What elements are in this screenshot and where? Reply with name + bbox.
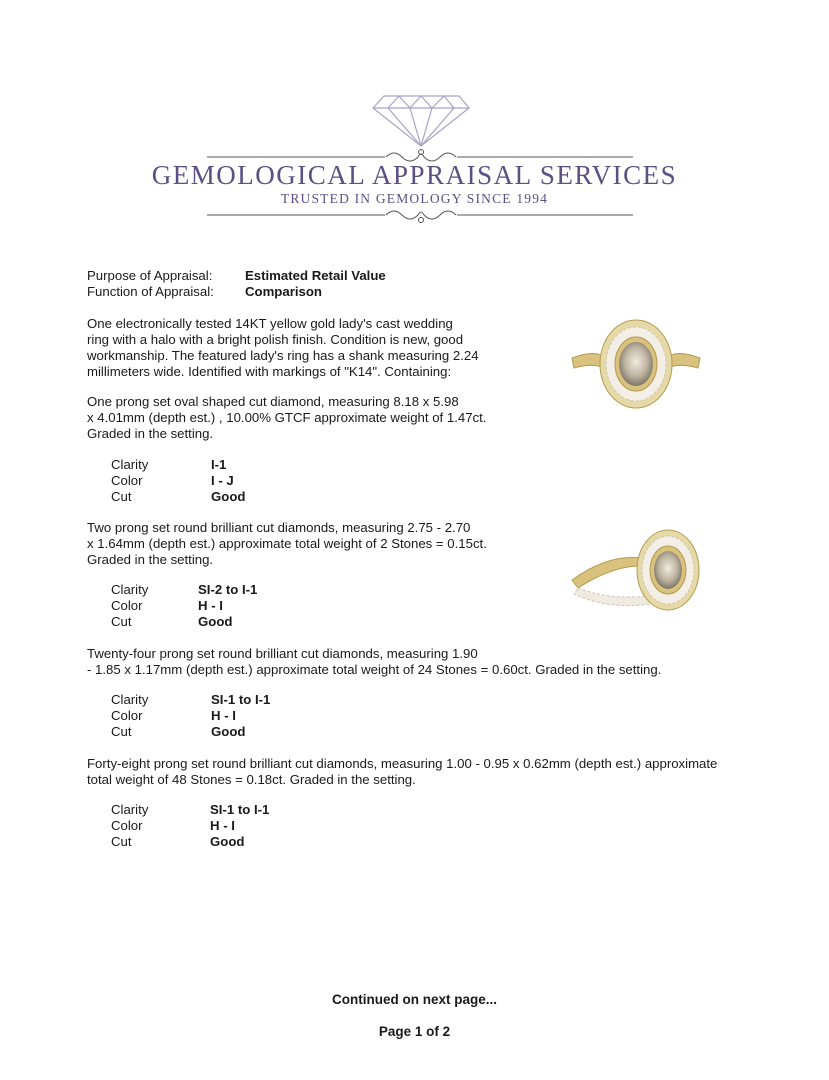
stone-line: Twenty-four prong set round brilliant cut diamonds, measuring 1.90 [87,646,478,661]
ornament-divider-bottom [207,211,633,223]
cut-value: Good [210,834,245,849]
color-value: H - I [198,598,223,613]
stone-line: Graded in the setting. [87,552,214,567]
color-label: Color [111,708,143,723]
clarity-value: I-1 [211,457,227,472]
page-number: Page 1 of 2 [378,1024,451,1039]
description-line: ring with a halo with a bright polish finish. Condition is new, good [87,332,464,347]
function-label: Function of Appraisal: [87,284,214,299]
clarity-label: Clarity [111,582,149,597]
color-label: Color [111,473,143,488]
cut-label: Cut [111,489,132,504]
color-value: H - I [210,818,235,833]
purpose-label: Purpose of Appraisal: [87,268,213,283]
ring-photo-top [568,318,704,410]
stone-line: x 4.01mm (depth est.) , 10.00% GTCF approximate weight of 1.47ct. [87,410,487,425]
purpose-value: Estimated Retail Value [245,268,386,283]
color-value: I - J [211,473,234,488]
stone-line: total weight of 48 Stones = 0.18ct. Graded in the setting. [87,772,416,787]
color-value: H - I [211,708,236,723]
cut-value: Good [198,614,233,629]
brand-tagline: TRUSTED IN GEMOLOGY SINCE 1994 [280,191,549,206]
continued-notice: Continued on next page... [332,992,497,1007]
description-line: One electronically tested 14KT yellow gold lady's cast wedding [87,316,453,331]
stone-line: Forty-eight prong set round brilliant cut diamonds, measuring 1.00 - 0.95 x 0.62mm (depth est.) approximate [87,756,718,771]
description-line: workmanship. The featured lady's ring has a shank measuring 2.24 [87,348,479,363]
clarity-label: Clarity [111,692,149,707]
cut-label: Cut [111,834,132,849]
stone-line: x 1.64mm (depth est.) approximate total weight of 2 Stones = 0.15ct. [87,536,487,551]
stone-line: Graded in the setting. [87,426,214,441]
stone-line: - 1.85 x 1.17mm (depth est.) approximate total weight of 24 Stones = 0.60ct. Graded in the setting. [87,662,662,677]
clarity-label: Clarity [111,457,149,472]
stone-line: One prong set oval shaped cut diamond, measuring 8.18 x 5.98 [87,394,459,409]
cut-label: Cut [111,724,132,739]
clarity-value: SI-1 to I-1 [211,692,271,707]
color-label: Color [111,818,143,833]
cut-value: Good [211,489,246,504]
clarity-value: SI-1 to I-1 [210,802,270,817]
clarity-label: Clarity [111,802,149,817]
stone-line: Two prong set round brilliant cut diamonds, measuring 2.75 - 2.70 [87,520,471,535]
diamond-icon [373,96,469,146]
ring-photo-side [568,526,704,618]
function-value: Comparison [245,284,322,299]
color-label: Color [111,598,143,613]
description-line: millimeters wide. Identified with markings of "K14". Containing: [87,364,452,379]
clarity-value: SI-2 to I-1 [198,582,258,597]
cut-value: Good [211,724,246,739]
cut-label: Cut [111,614,132,629]
brand-name: GEMOLOGICAL APPRAISAL SERVICES [151,160,678,190]
